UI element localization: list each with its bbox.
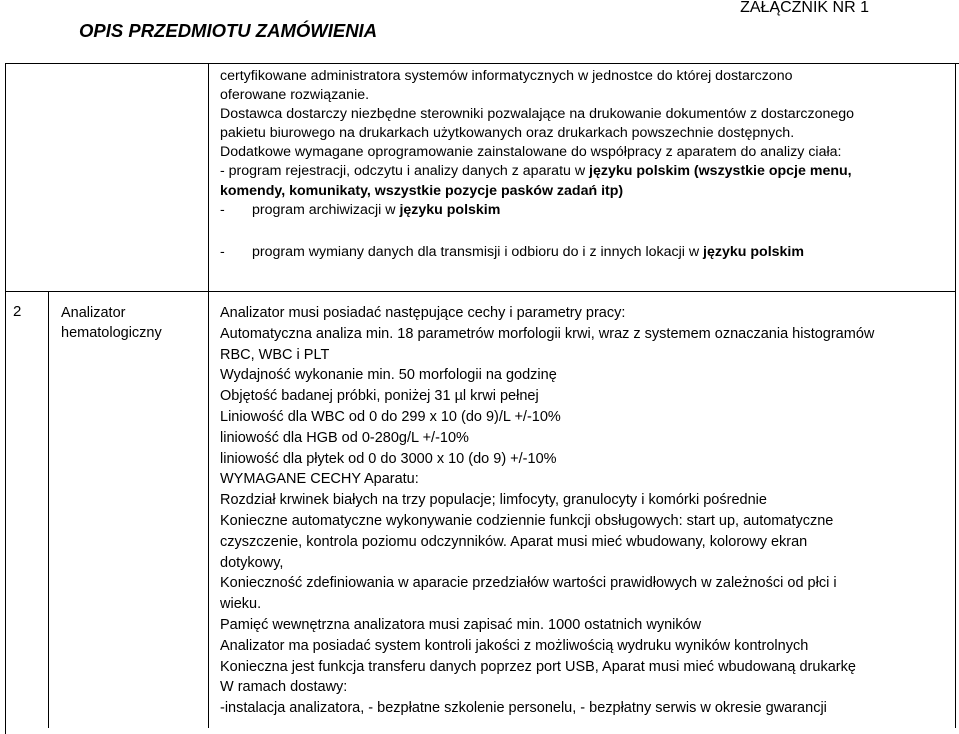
text-line: Automatyczna analiza min. 18 parametrów morfologii krwi, wraz z systemem oznaczania histogramów [220, 325, 875, 342]
text-line: Konieczna jest funkcja transferu danych poprzez port USB, Aparat musi mieć wbudowaną drukarkę [220, 658, 856, 675]
text-line: Dodatkowe wymagane oprogramowanie zainstalowane do współpracy z aparatem do analizy ciała: [220, 144, 842, 161]
list-item-archive [220, 201, 854, 220]
text-line: liniowość dla płytek od 0 do 3000 x 10 (do 9) +/-10% [220, 450, 557, 467]
text-line: pakietu biurowego na drukarkach użytkowanych oraz drukarkach powszechnie dostępnych. [220, 125, 795, 142]
text-line: Pamięć wewnętrzna analizatora musi zapisać min. 1000 ostatnich wyników [220, 616, 702, 633]
text-line: certyfikowane administratora systemów informatycznych w jednostce do której dostarczono [220, 68, 793, 84]
bold-text-line: komendy, komunikaty, wszystkie pozycje pasków zadań itp) [220, 182, 624, 199]
bold-text: języku polskim [703, 243, 804, 260]
text-line: Analizator ma posiadać system kontroli jakości z możliwością wydruku wyników kontrolnych [220, 637, 809, 654]
text-line: Objętość badanej próbki, poniżej 31 µl krwi pełnej [220, 388, 539, 405]
column-divider-2 [208, 63, 209, 728]
dash-bullet: - [220, 243, 225, 260]
text-line: Dostawca dostarczy niezbędne sterowniki pozwalające na drukowanie dokumentów z dostarczonego [220, 106, 855, 123]
text-line: Konieczność zdefiniowania w aparacie przedziałów wartości prawidłowych w zależności od płci i [220, 575, 837, 592]
row2-number: 2 [13, 303, 22, 320]
text-line: W ramach dostawy: [220, 679, 348, 696]
text-line: -instalacja analizatora, - bezpłatne szkolenie personelu, - bezpłatny serwis w okresie gwarancji [220, 700, 827, 717]
page-title: OPIS PRZEDMIOTU ZAMÓWIENIA [79, 20, 378, 41]
row2-description [220, 303, 874, 719]
text-line: WYMAGANE CECHY Aparatu: [220, 471, 419, 488]
text-segment: program wymiany danych dla transmisji i odbioru do i z innych lokacji w [252, 243, 704, 260]
row2-item-name [61, 303, 162, 343]
bold-text: języku polskim [399, 201, 501, 218]
table-right-border [955, 63, 956, 728]
text-line: Analizator [61, 305, 126, 321]
text-line [220, 162, 854, 181]
text-line: Liniowość dla WBC od 0 do 299 x 10 (do 9)/L +/-10% [220, 408, 561, 425]
text-line: hematologiczny [61, 325, 162, 341]
dash-bullet: - [220, 201, 225, 218]
column-divider-1 [48, 291, 49, 728]
text-line: oferowane rozwiązanie. [220, 87, 370, 104]
text-line: Wydajność wykonanie min. 50 morfologii na godzinę [220, 367, 557, 384]
text-line: Rozdział krwinek białych na trzy populacje; limfocyty, granulocyty i komórki pośrednie [220, 492, 767, 509]
bold-text: języku polskim (wszystkie opcje menu, [589, 163, 852, 180]
text-line: liniowość dla HGB od 0-280g/L +/-10% [220, 429, 469, 446]
list-item-exchange [220, 243, 854, 262]
text-line: Konieczne automatyczne wykonywanie codziennie funkcji obsługowych: start up, automatyczne [220, 512, 834, 529]
text-line: Analizator musi posiadać następujące cechy i parametry pracy: [220, 305, 626, 321]
text-segment: program archiwizacji w [252, 201, 400, 218]
text-line: RBC, WBC i PLT [220, 346, 330, 363]
text-segment: - program rejestracji, odczytu i analizy danych z aparatu w [220, 163, 590, 180]
annex-label: ZAŁĄCZNIK NR 1 [740, 0, 869, 16]
row-divider [5, 291, 956, 292]
text-line: czyszczenie, kontrola poziomu odczynników. Aparat musi mieć wbudowany, kolorowy ekran [220, 533, 808, 550]
text-line: wieku. [220, 596, 262, 613]
row1-description [220, 67, 854, 262]
text-line: dotykowy, [220, 554, 284, 571]
